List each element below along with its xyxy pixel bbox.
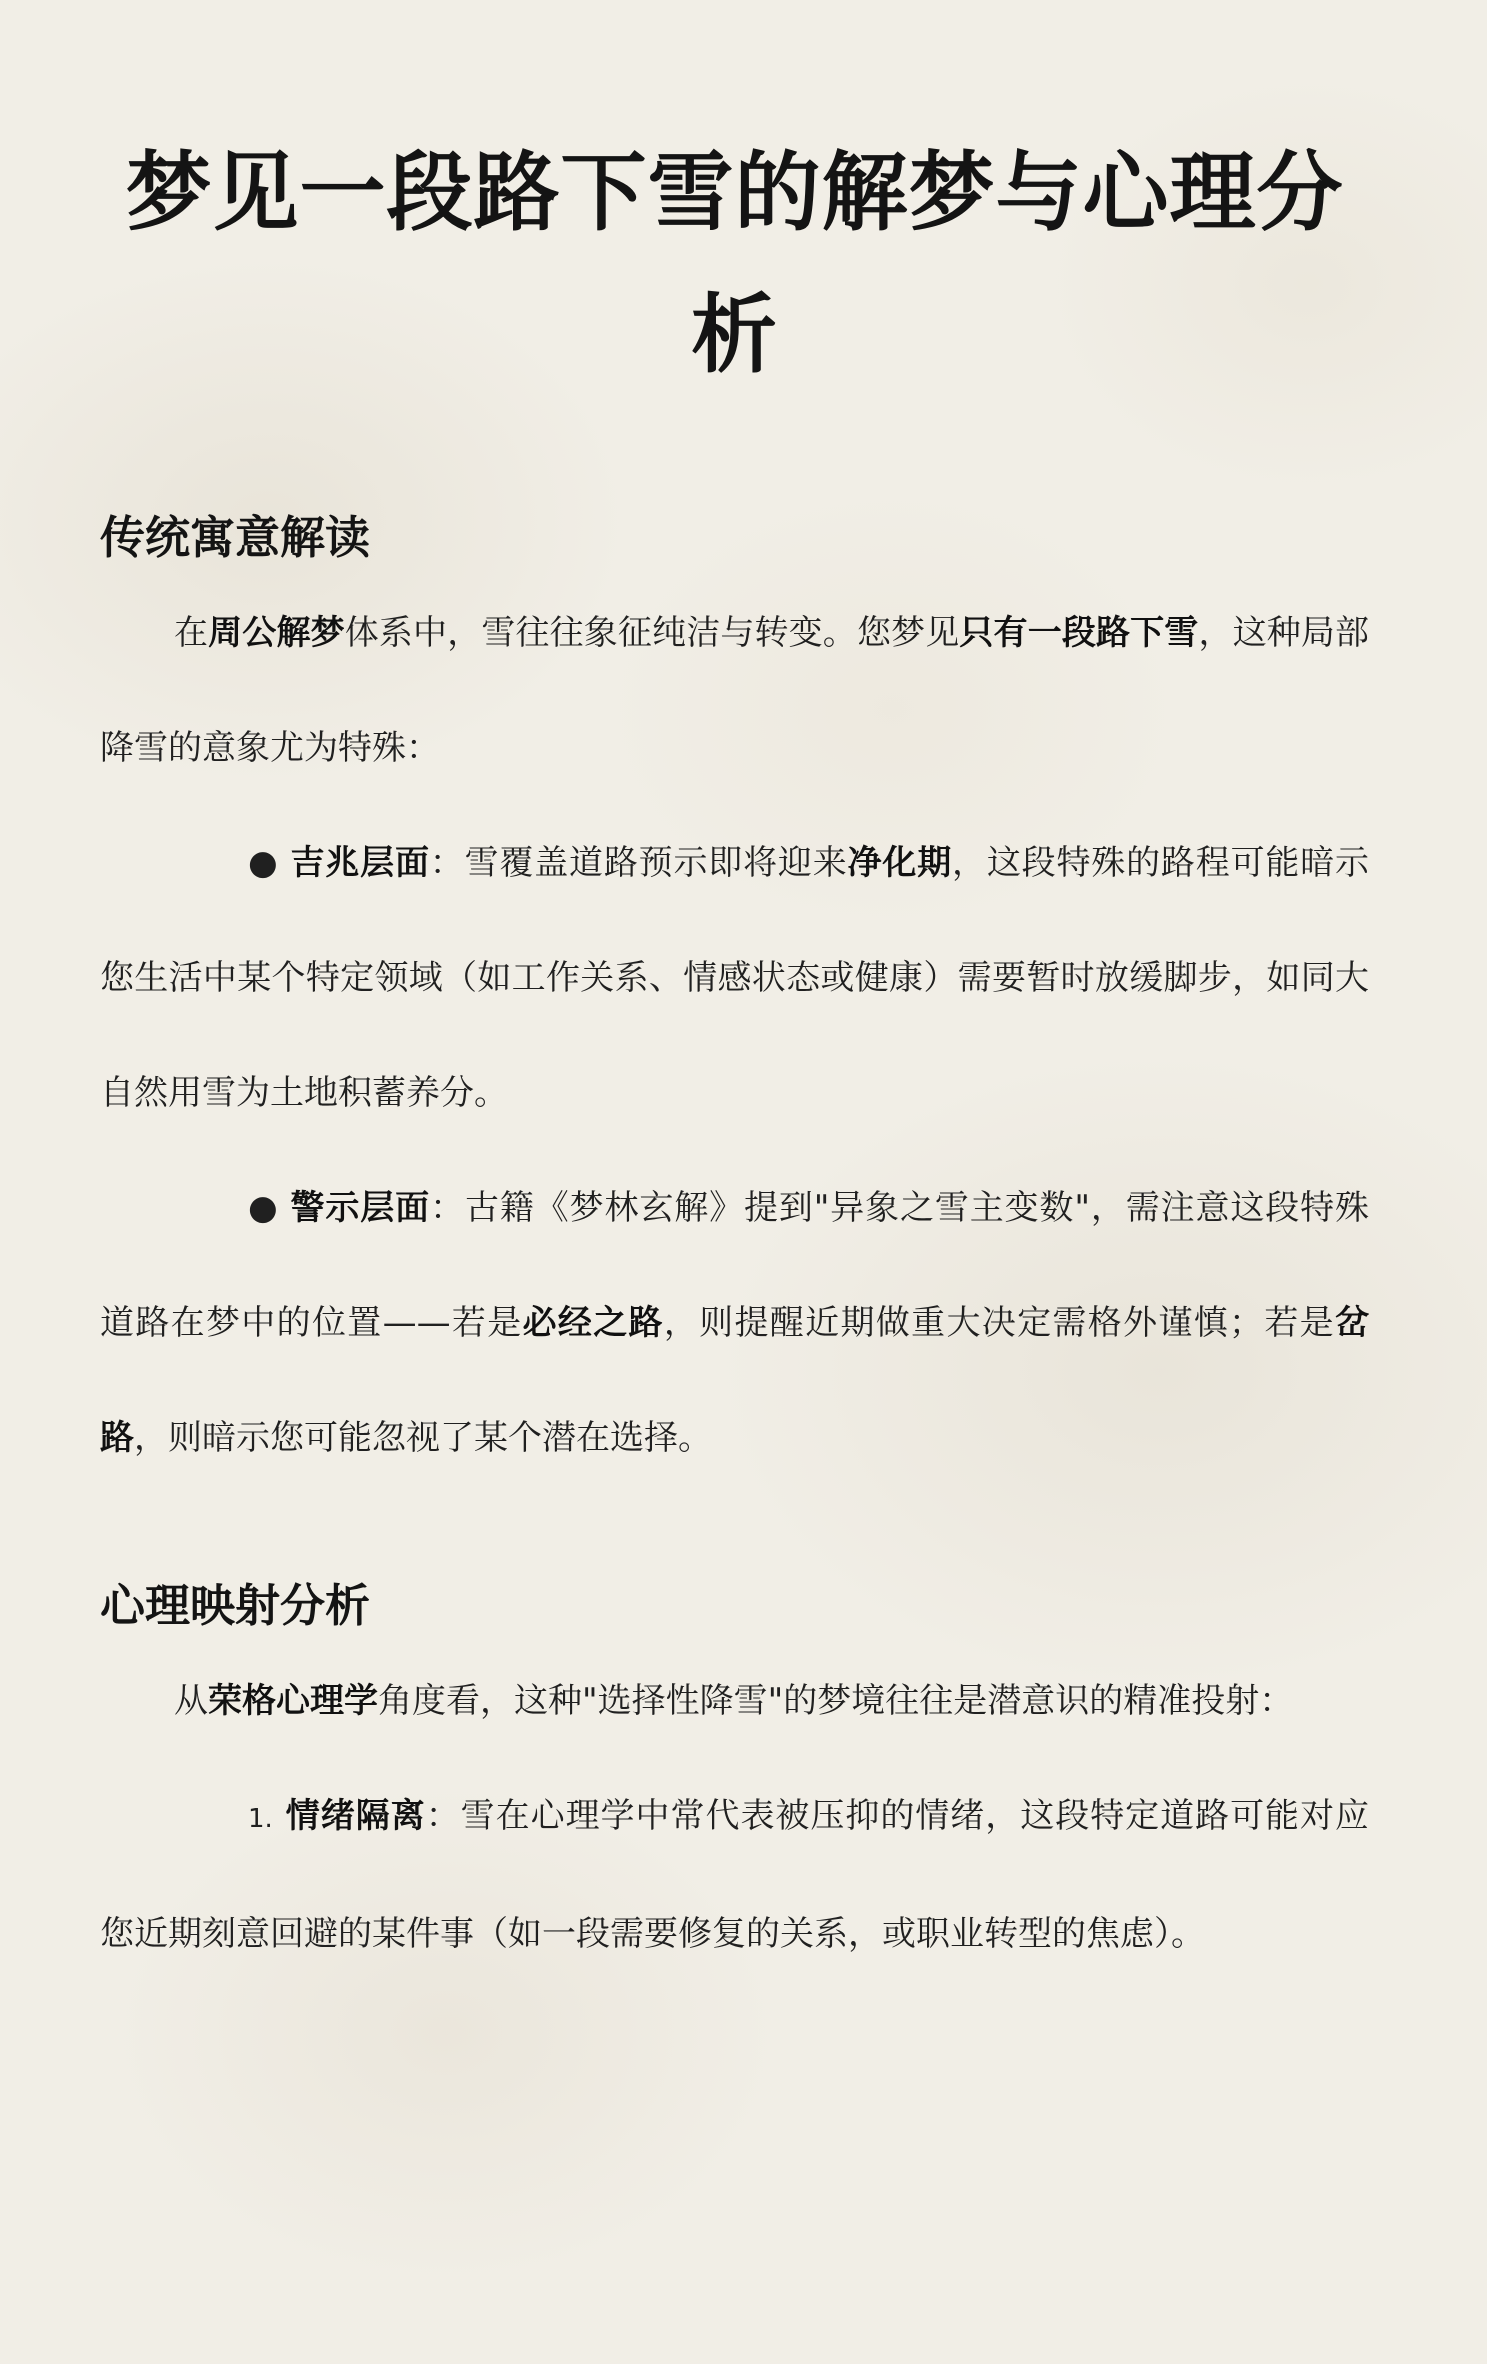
intro-text: 从 <box>174 1681 208 1721</box>
list-item-text: ：雪在心理学中常代表被压抑的情绪，这段特定道路可能对应您近期刻意回避的某件事（如一段需要修复的关系，或职业转型的焦虑）。 <box>100 1796 1370 1954</box>
traditional-intro-paragraph <box>100 576 1369 806</box>
list-item-auspicious <box>100 806 1369 1151</box>
list-item-emotional-isolation <box>100 1759 1369 1992</box>
section-heading-psychology: 心理映射分析 <box>100 1579 371 1632</box>
intro-text: 在 <box>174 613 209 653</box>
list-item-emphasis: 净化期 <box>847 843 953 883</box>
list-item-emphasis: 岔路 <box>100 1303 1370 1458</box>
list-item-label: 吉兆层面 <box>289 843 430 883</box>
intro-emphasis: 周公解梦 <box>208 613 345 653</box>
list-item-label: 情绪隔离 <box>284 1796 426 1836</box>
bullet-icon: ● <box>248 843 278 883</box>
intro-text: 角度看，这种"选择性降雪"的梦境往往是潜意识的精准投射： <box>378 1681 1294 1721</box>
intro-text: 体系中，雪往往象征纯洁与转变。您梦见 <box>344 613 960 653</box>
psychology-intro-paragraph <box>100 1644 1369 1759</box>
page-title: 梦见一段路下雪的解梦与心理分析 <box>125 143 1344 385</box>
list-item-emphasis: 必经之路 <box>522 1303 664 1343</box>
section-heading-traditional: 传统寓意解读 <box>100 511 371 564</box>
list-number: 1. <box>248 1804 273 1834</box>
list-item-text: ：古籍《梦林玄解》提到"异象之雪主变数"，需注意这段特殊道路在梦中的位置——若是 <box>100 1188 1370 1343</box>
list-item-warning <box>100 1151 1369 1496</box>
list-item-text: ，这段特殊的路程可能暗示您生活中某个特定领域（如工作关系、情感状态或健康）需要暂时放缓脚步，如同大自然用雪为土地积蓄养分。 <box>100 843 1370 1113</box>
intro-emphasis: 荣格心理学 <box>208 1681 378 1721</box>
list-item-text: ，则暗示您可能忽视了某个潜在选择。 <box>134 1418 712 1458</box>
list-item-text: ：雪覆盖道路预示即将迎来 <box>429 843 848 883</box>
intro-emphasis: 只有一段路下雪 <box>959 613 1199 653</box>
intro-text: ，这种局部降雪的意象尤为特殊： <box>100 613 1370 768</box>
list-item-label: 警示层面 <box>289 1188 431 1228</box>
bullet-icon: ● <box>248 1188 278 1228</box>
list-item-text: ，则提醒近期做重大决定需格外谨慎；若是 <box>663 1303 1336 1343</box>
